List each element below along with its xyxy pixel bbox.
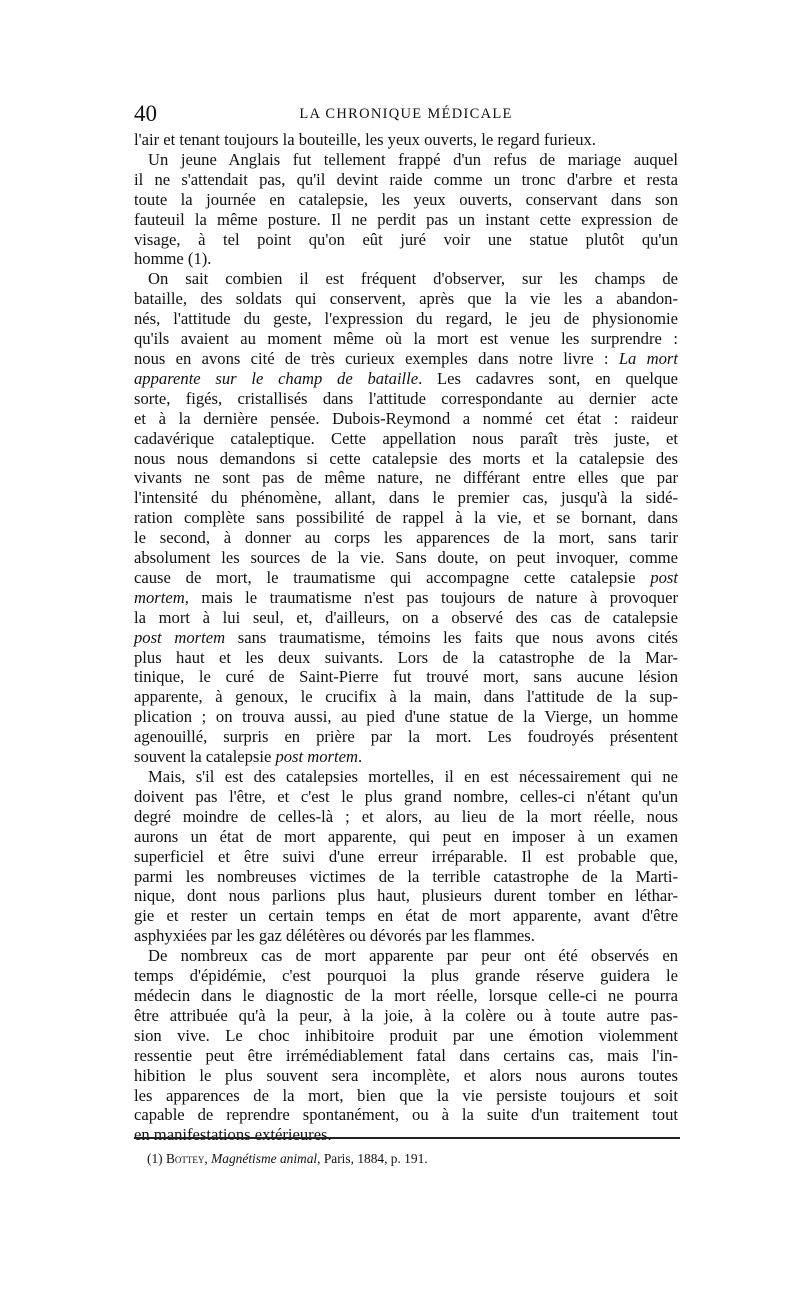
text-line: plus haut et les deux suivants. Lors de la catastrophe de la Mar-	[134, 647, 678, 667]
text-line: en manifestations extérieures.	[134, 1125, 332, 1145]
text-line: agenouillé, surpris en prière par la mort. Les foudroyés présentent	[134, 727, 678, 747]
text-line: toute la journée en catalepsie, les yeux ouverts, conservant dans son	[134, 189, 678, 209]
footnote-author: Bottey	[165, 1151, 205, 1166]
text-line: nous nous demandons si cette catalepsie des morts et la catalepsie des	[134, 448, 678, 468]
text-line: médecin dans le diagnostic de la mort réelle, lorsque celle-ci ne pourra	[134, 985, 678, 1005]
text-line: sion vive. Le choc inhibitoire produit par une émotion violemment	[134, 1025, 678, 1045]
text-line: homme (1).	[134, 249, 212, 269]
text-line: gie et rester un certain temps en état de mort apparente, avant d'être	[134, 906, 678, 926]
footnote: (1) Bottey, Magnétisme animal, Paris, 1884, p. 191.	[147, 1151, 428, 1166]
text-line: qu'ils avaient au moment même où la mort est venue les surprendre :	[134, 329, 678, 349]
page-number: 40	[134, 101, 157, 126]
text-line: degré moindre de celles-là ; et alors, au lieu de la mort réelle, nous	[134, 806, 678, 826]
text-line: capable de reprendre spontanément, ou à la suite d'un traitement tout	[134, 1105, 678, 1125]
text-line: On sait combien il est fréquent d'observer, sur les champs de	[148, 269, 678, 289]
text-line: l'intensité du phénomène, allant, dans le premier cas, jusqu'à la sidé-	[134, 488, 678, 508]
text-line: nique, dont nous parlions plus haut, plusieurs durent tomber en léthar-	[134, 886, 678, 906]
text-line: tinique, le curé de Saint-Pierre fut trouvé mort, sans aucune lésion	[134, 667, 678, 687]
text-line: vivants ne sont pas de même nature, ne différant entre elles que par	[134, 468, 678, 488]
text-line: apparente, à genoux, le crucifix à la main, dans l'attitude de la sup-	[134, 687, 678, 707]
text-line: doivent pas l'être, et c'est le plus grand nombre, celles-ci n'étant qu'un	[134, 786, 678, 806]
footnote-title: Magnétisme animal	[211, 1151, 318, 1166]
text-line: absolument les sources de la vie. Sans doute, on peut invoquer, comme	[134, 548, 678, 568]
text-line: plication ; on trouva aussi, au pied d'une statue de la Vierge, un homme	[134, 707, 678, 727]
text-line: ressentie peut être irrémédiablement fatal dans certains cas, mais l'in-	[134, 1045, 678, 1065]
text-line: bataille, des soldats qui conservent, après que la vie les a abandon-	[134, 289, 678, 309]
text-line: souvent la catalepsie post mortem.	[134, 747, 363, 767]
text-line: nous en avons cité de très curieux exemples dans notre livre : La mort	[134, 348, 678, 368]
text-line: De nombreux cas de mort apparente par peur ont été observés en	[148, 946, 678, 966]
footnote-marker: (1)	[147, 1151, 163, 1166]
footnote-rest: , Paris, 1884, p. 191.	[317, 1151, 428, 1166]
text-line: asphyxiées par les gaz délétères ou dévorés par les flammes.	[134, 926, 535, 946]
text-line: apparente sur le champ de bataille. Les cadavres sont, en quelque	[134, 368, 678, 388]
text-line: ration complète sans possibilité de rappel à la vie, et se bornant, dans	[134, 508, 678, 528]
text-line: le second, à donner au corps les apparences de la mort, sans tarir	[134, 528, 678, 548]
text-line: la mort à lui seul, et, d'ailleurs, on a observé des cas de catalepsie	[134, 607, 678, 627]
page-header	[134, 101, 678, 129]
text-line: fauteuil la même posture. Il ne perdit pas un instant cette expression de	[134, 209, 678, 229]
text-line: il ne s'attendait pas, qu'il devint raide comme un tronc d'arbre et resta	[134, 169, 678, 189]
text-line: cause de mort, le traumatisme qui accompagne cette catalepsie post	[134, 567, 678, 587]
text-line: temps d'épidémie, c'est pourquoi la plus grande réserve guidera le	[134, 966, 678, 986]
text-line: superficiel et être suivi d'une erreur irréparable. Il est probable que,	[134, 846, 678, 866]
text-line: nés, l'attitude du geste, l'expression du regard, le jeu de physionomie	[134, 309, 678, 329]
text-line: post mortem sans traumatisme, témoins les faits que nous avons cités	[134, 627, 678, 647]
text-line: aurons un état de mort apparente, qui peut en imposer à un examen	[134, 826, 678, 846]
text-line: visage, à tel point qu'on eût juré voir une statue plutôt qu'un	[134, 229, 678, 249]
footnote-rule	[134, 1137, 680, 1139]
text-line: et à la dernière pensée. Dubois-Reymond a nommé cet état : raideur	[134, 408, 678, 428]
text-line: les apparences de la mort, bien que la vie persiste toujours et soit	[134, 1085, 678, 1105]
text-line: sorte, figés, cristallisés dans l'attitude correspondante au dernier acte	[134, 388, 678, 408]
text-line: l'air et tenant toujours la bouteille, les yeux ouverts, le regard furieux.	[134, 130, 596, 149]
body-text	[134, 130, 678, 1145]
text-line: Un jeune Anglais fut tellement frappé d'un refus de mariage auquel	[148, 149, 678, 169]
text-line: être attribuée qu'à la peur, à la joie, à la colère ou à toute autre pas-	[134, 1005, 678, 1025]
text-line: hibition le plus souvent sera incomplète, et alors nous aurons toutes	[134, 1065, 678, 1085]
text-line: cadavérique cataleptique. Cette appellation nous paraît très juste, et	[134, 428, 678, 448]
text-line: parmi les nombreuses victimes de la terrible catastrophe de la Marti-	[134, 866, 678, 886]
running-head: LA CHRONIQUE MÉDICALE	[299, 106, 513, 122]
text-line: mortem, mais le traumatisme n'est pas toujours de nature à provoquer	[134, 587, 678, 607]
text-line: Mais, s'il est des catalepsies mortelles, il en est nécessairement qui ne	[148, 767, 678, 786]
